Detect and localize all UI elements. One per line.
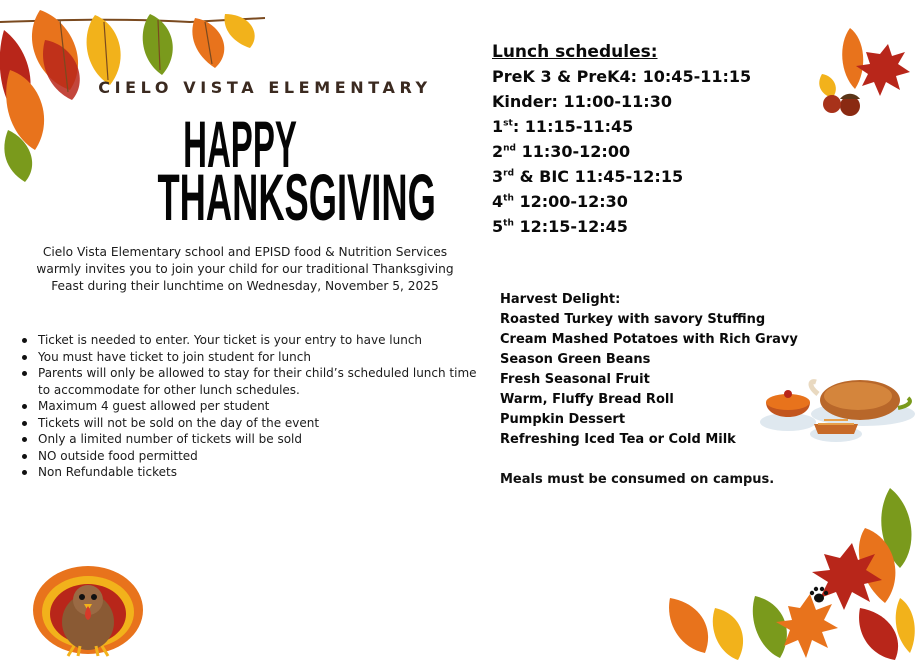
schedule-heading: Lunch schedules: [492,42,658,62]
ordinal: nd [503,143,516,154]
invitation-text: Cielo Vista Elementary school and EPISD food & Nutrition Services warmly invites you to join your child for our traditional Thanksgiving Feast during their lunchtime on Wednesday, November 5, 2025 [36,245,454,293]
time: 11:30-12:00 [521,142,631,161]
schedule-row [492,189,792,214]
grade-suffix: : [512,117,520,136]
ordinal: th [503,193,514,204]
schedule-row [492,164,792,189]
time: 12:00-12:30 [519,192,628,211]
list-item: Parents will only be allowed to stay for their child’s scheduled lunch time to accommodate for other lunch schedules. [22,365,482,398]
list-item: NO outside food permitted [22,448,482,465]
grade: Kinder: [492,92,558,111]
menu-item: Pumpkin Dessert [500,412,626,427]
schedule-row [492,114,792,139]
menu-item: Season Green Beans [500,352,651,367]
menu-title: Harvest Delight: [500,292,621,307]
grade: 2 [492,142,504,161]
list-item: Only a limited number of tickets will be sold [22,431,482,448]
grade: 5 [492,217,504,236]
grade: 3 [492,167,504,186]
grade: PreK 3 & PreK4: [492,67,638,86]
time: 10:45-11:15 [642,67,752,86]
rules-list [22,332,482,481]
list-item: You must have ticket to join student for lunch [22,349,482,366]
time: 11:45-12:15 [574,167,684,186]
paw-print-icon [808,585,830,605]
headline-happy: HAPPY [183,107,297,181]
time: 12:15-12:45 [519,217,628,236]
list-item: Maximum 4 guest allowed per student [22,398,482,415]
grade: 1 [492,117,504,136]
ordinal: th [503,218,514,229]
list-item: Tickets will not be sold on the day of the event [22,415,482,432]
autumn-leaves-icon [660,488,919,661]
ordinal: rd [503,168,515,179]
time: 11:15-11:45 [524,117,634,136]
grade: 4 [492,192,504,211]
schedule-row [492,139,792,164]
menu-item: Roasted Turkey with savory Stuffing [500,312,766,327]
turkey-icon [28,560,148,658]
list-item: Non Refundable tickets [22,464,482,481]
maple-acorn-icon [810,24,915,124]
menu-item: Warm, Fluffy Bread Roll [500,392,674,407]
campus-note: Meals must be consumed on campus. [500,472,775,487]
school-name: CIELO VISTA ELEMENTARY [98,78,432,97]
grade-suffix: & BIC [514,167,570,186]
schedule-row [492,214,792,239]
menu-item: Fresh Seasonal Fruit [500,372,650,387]
schedule-row [492,89,792,114]
list-item: Ticket is needed to enter. Your ticket is your entry to have lunch [22,332,482,349]
ordinal: st [503,118,513,129]
time: 11:00-11:30 [563,92,672,111]
headline-thanksgiving: THANKSGIVING [157,160,436,234]
menu [500,290,820,490]
menu-item: Refreshing Iced Tea or Cold Milk [500,432,736,447]
lunch-schedule [492,40,792,239]
schedule-row [492,64,792,89]
menu-item: Cream Mashed Potatoes with Rich Gravy [500,332,798,347]
